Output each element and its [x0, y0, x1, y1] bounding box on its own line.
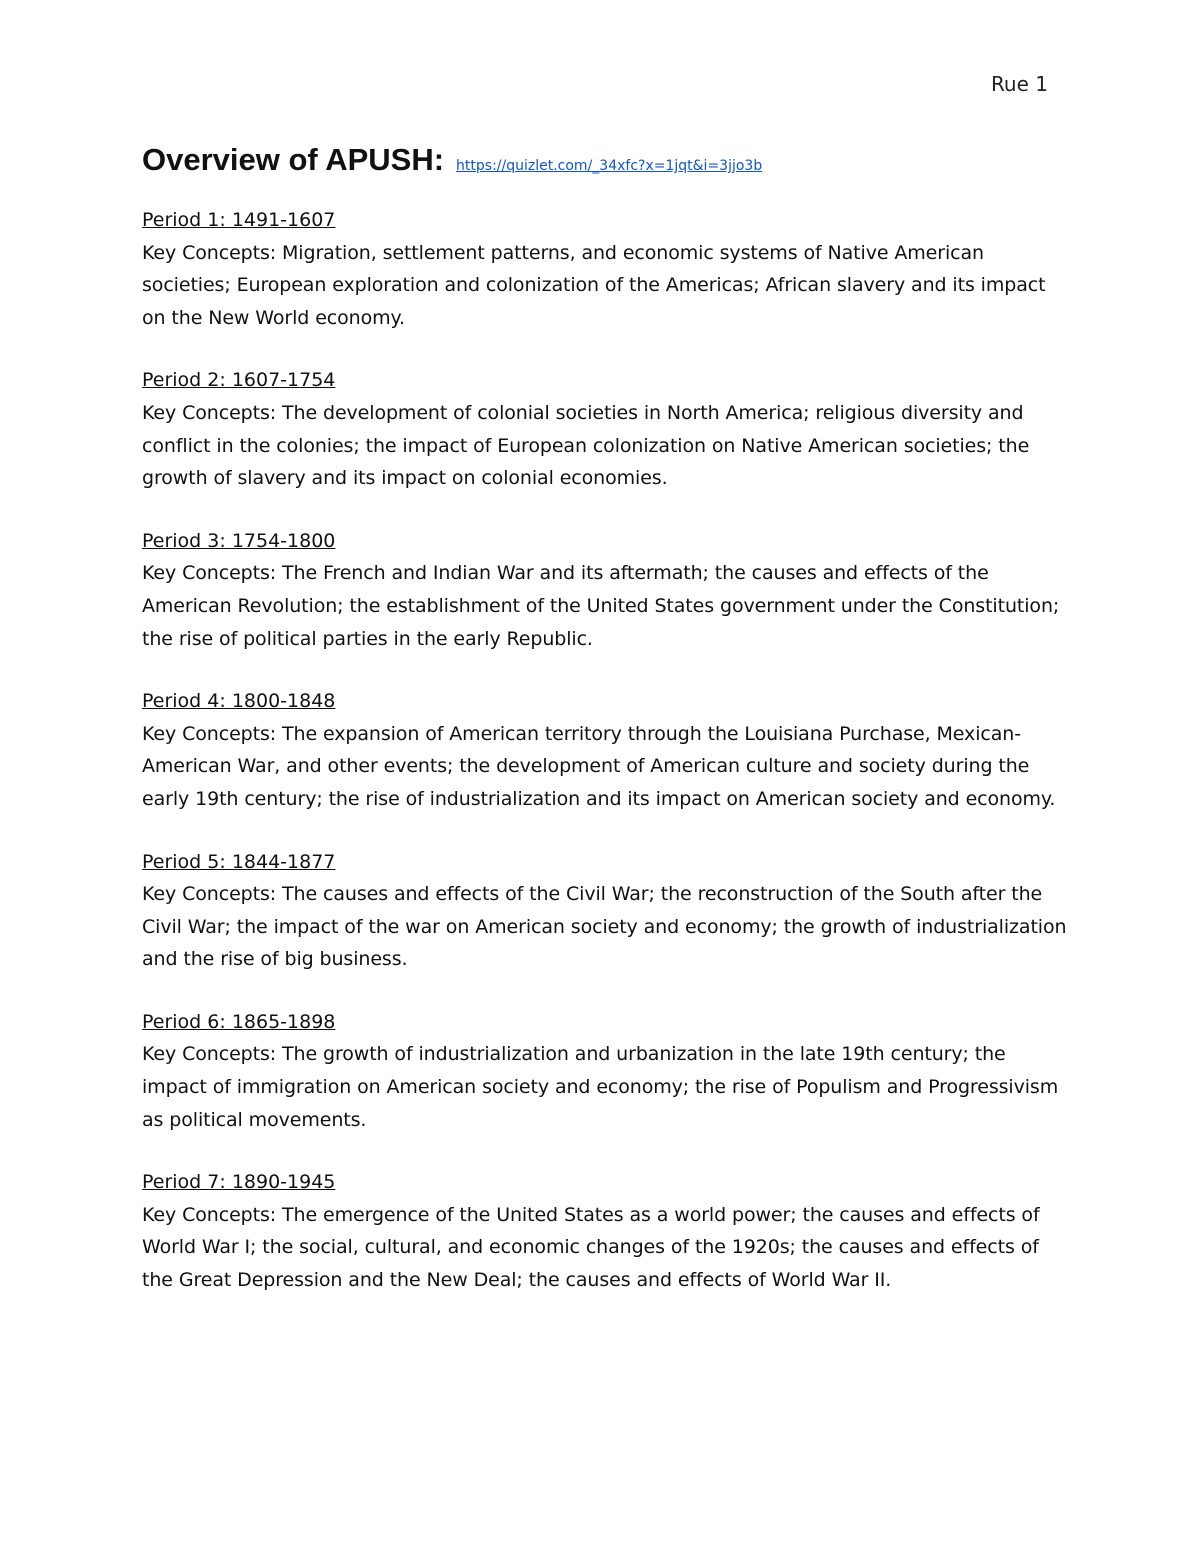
period-heading: Period 3: 1754-1800 — [142, 529, 336, 552]
period-section-6 — [142, 1006, 1072, 1136]
period-key-concepts: Key Concepts: The growth of industrialization and urbanization in the late 19th century; the impact of immigration on American society and economy; the rise of Populism and Progressivism as political movements. — [142, 1043, 1059, 1131]
period-key-concepts: Key Concepts: The expansion of American territory through the Louisiana Purchase, Mexican-American War, and other events; the development of American culture and society during the early 19th century; the rise of industrialization and its impact on American society and economy. — [142, 722, 1056, 810]
page-header-label: Rue 1 — [990, 72, 1048, 96]
period-section-1 — [142, 204, 1072, 334]
period-heading: Period 4: 1800-1848 — [142, 690, 336, 713]
period-key-concepts: Key Concepts: The development of colonial societies in North America; religious diversity and conflict in the colonies; the impact of European colonization on Native American societies; the growth of slavery and its impact on colonial economies. — [142, 401, 1030, 490]
period-section-4 — [142, 685, 1072, 815]
period-heading: Period 2: 1607-1754 — [142, 369, 336, 392]
period-section-2 — [142, 364, 1072, 494]
quizlet-link[interactable]: https://quizlet.com/_34xfc?x=1jqt&i=3jjo3b — [456, 158, 763, 174]
period-key-concepts: Key Concepts: The emergence of the United States as a world power; the causes and effects of World War I; the social, cultural, and economic changes of the 1920s; the causes and effects of the Great Depression and the New Deal; the causes and effects of World War II. — [142, 1203, 1040, 1292]
period-section-5 — [142, 846, 1072, 976]
period-heading: Period 5: 1844-1877 — [142, 850, 336, 873]
period-key-concepts: Key Concepts: The causes and effects of the Civil War; the reconstruction of the South after the Civil War; the impact of the war on American society and economy; the growth of industrialization and the rise of big business. — [142, 883, 1067, 971]
period-key-concepts: Key Concepts: The French and Indian War and its aftermath; the causes and effects of the American Revolution; the establishment of the United States government under the Constitution; the rise of political parties in the early Republic. — [142, 562, 1060, 650]
title-line — [142, 140, 1072, 180]
period-key-concepts: Key Concepts: Migration, settlement patterns, and economic systems of Native American societies; European exploration and colonization of the Americas; African slavery and its impact on the New World economy. — [142, 241, 1046, 329]
document-title: Overview of APUSH: — [142, 142, 445, 177]
period-section-7 — [142, 1166, 1072, 1296]
period-heading: Period 6: 1865-1898 — [142, 1010, 336, 1033]
period-section-3 — [142, 525, 1072, 655]
period-heading: Period 1: 1491-1607 — [142, 209, 336, 231]
period-heading: Period 7: 1890-1945 — [142, 1171, 336, 1194]
document-body — [142, 140, 1072, 1327]
